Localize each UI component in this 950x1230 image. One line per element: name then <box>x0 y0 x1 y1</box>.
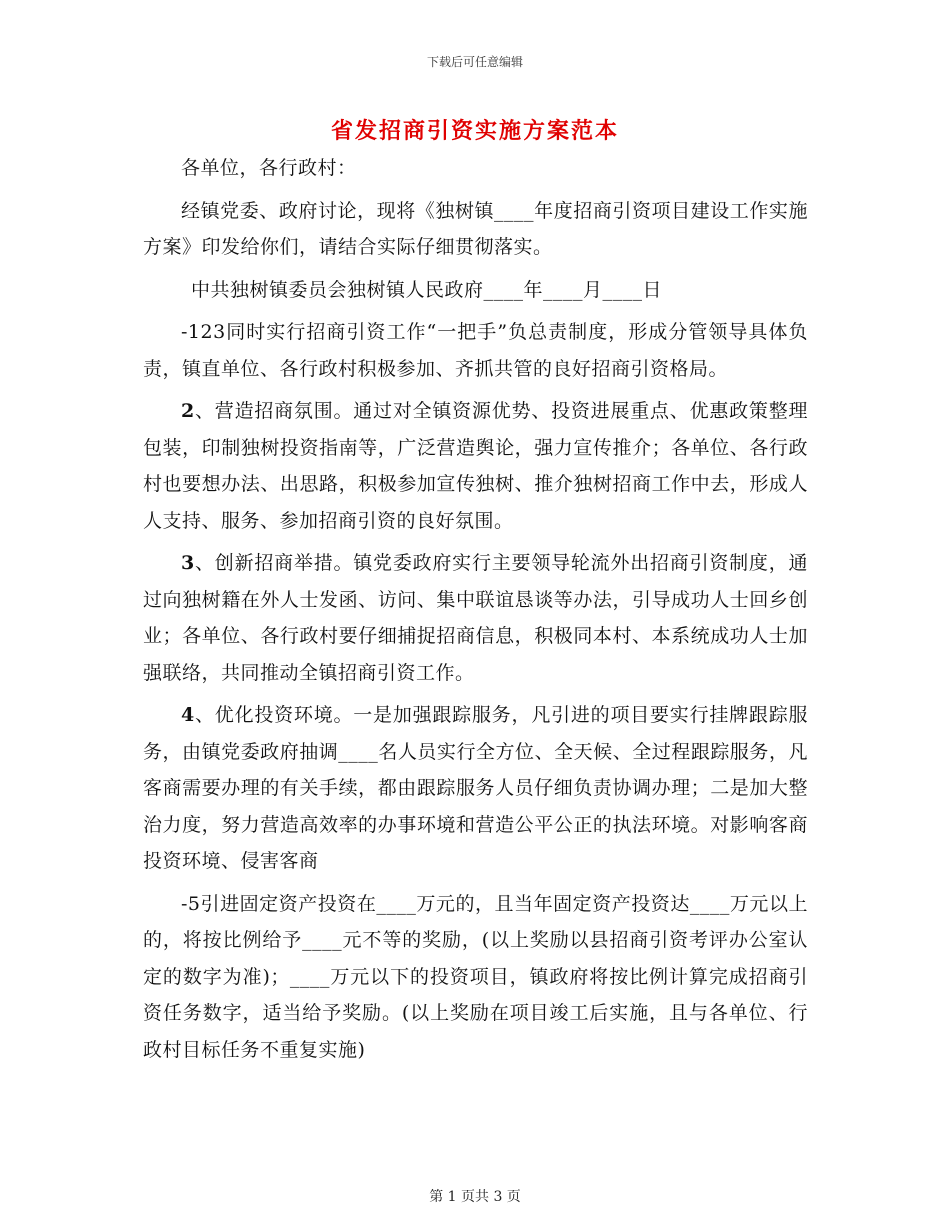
paragraph-text: 、营造招商氛围。通过对全镇资源优势、投资进展重点、优惠政策整理包装，印制独树投资指南等，广泛营造舆论，强力宣传推介；各单位、各行政村也要想办法、出思路，积极参加宣传独树、推介独树招商工作中去，形成人人支持、服务、参加招商引资的良好氛围。 <box>143 400 808 532</box>
paragraph-123: -123同时实行招商引资工作“一把手”负总责制度，形成分管领导具体负责，镇直单位、各行政村积极参加、齐抓共管的良好招商引资格局。 <box>143 321 808 380</box>
item-number: 3 <box>181 552 195 574</box>
item-number: 2 <box>181 400 195 422</box>
page-header: 下载后可任意编辑 <box>426 55 523 69</box>
paragraph-4 <box>143 697 808 880</box>
paragraph-text: 、创新招商举措。镇党委政府实行主要领导轮流外出招商引资制度，通过向独树籍在外人士发函、访问、集中联谊恳谈等办法，引导成功人士回乡创业；各单位、各行政村要仔细捕捉招商信息，积极同本村、本系统成功人士加强联络，共同推动全镇招商引资工作。 <box>143 552 808 684</box>
document-body <box>143 150 808 1068</box>
intro-paragraph: 经镇党委、政府讨论，现将《独树镇____年度招商引资项目建设工作实施方案》印发给你们，请结合实际仔细贯彻落实。 <box>143 199 808 258</box>
paragraph-text: 、优化投资环境。一是加强跟踪服务，凡引进的项目要实行挂牌跟踪服务，由镇党委政府抽调____名人员实行全方位、全天候、全过程跟踪服务，凡客商需要办理的有关手续，都由跟踪服务人员仔细负责协调办理；二是加大整治力度，努力营造高效率的办事环境和营造公平公正的执法环境。对影响客商投资环境、侵害客商 <box>143 704 808 872</box>
document-title: 省发招商引资实施方案范本 <box>330 118 619 144</box>
salutation-paragraph: 各单位，各行政村： <box>181 157 357 179</box>
item-number: 4 <box>181 704 195 726</box>
signature-line: 中共独树镇委员会独树镇人民政府____年____月____日 <box>191 278 663 301</box>
page-footer: 第 1 页共 3 页 <box>429 1189 521 1205</box>
paragraph-3 <box>143 545 808 691</box>
paragraph-2 <box>143 393 808 539</box>
paragraph-5: -5引进固定资产投资在____万元的，且当年固定资产投资达____万元以上的，将按比例给予____元不等的奖励，(以上奖励以县招商引资考评办公室认定的数字为准)；____万元以下的投资项目，镇政府将按比例计算完成招商引资任务数字，适当给予奖励。(以上奖励在项目竣工后实施，且与各单位、行政村目标任务不重复实施) <box>143 892 808 1061</box>
